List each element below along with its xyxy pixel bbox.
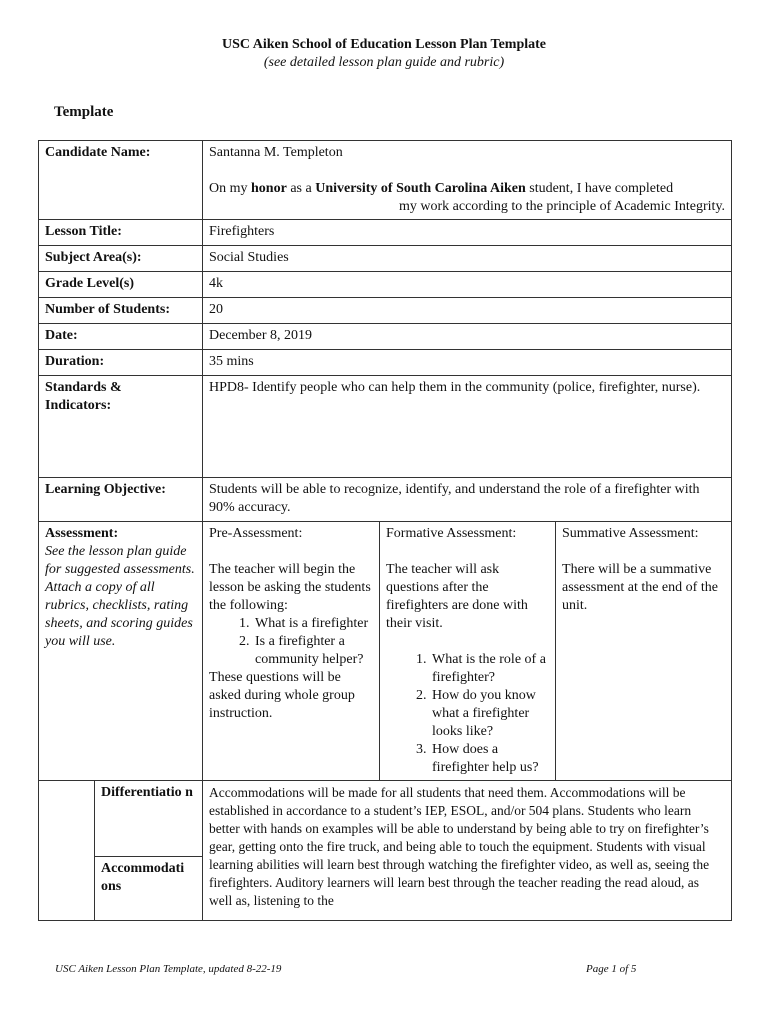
lesson-title-value: Firefighters xyxy=(203,220,732,246)
list-item: 1. What is the role of a firefighter? xyxy=(430,651,549,687)
objective-value: Students will be able to recognize, identify, and understand the role of a firefighter with 90% accuracy. xyxy=(203,478,732,522)
candidate-cell xyxy=(203,141,732,220)
document-title: USC Aiken School of Education Lesson Plan Template xyxy=(221,37,546,52)
differentiation-label: Differentiatio n xyxy=(95,781,203,857)
grade-label: Grade Level(s) xyxy=(39,272,203,298)
row-standards xyxy=(39,376,732,478)
blank-cell xyxy=(39,781,95,921)
row-subject xyxy=(39,246,732,272)
row-students xyxy=(39,298,732,324)
formative-assessment-title: Formative Assessment: xyxy=(386,526,517,541)
list-item: 2. How do you know what a firefighter looks like? xyxy=(430,687,549,741)
row-differentiation xyxy=(39,781,732,857)
row-lesson-title xyxy=(39,220,732,246)
row-grade xyxy=(39,272,732,298)
differentiation-text: Accommodations will be made for all students that need them. Accommodations will be established in accordance to a student’s IEP, ESOL, and/or 504 plans. Students who learn better with hands on examples will be able to understand by being able to try on firefighter’s gear, getting onto the fire truck, and being able to touch the equipment. Students with visual learning abilities will learn best through watching the firefighter video, as well as, seeing the firefighters. Auditory learners will learn best through the teacher reading the read aloud, as well as, listening to the xyxy=(203,781,732,921)
row-candidate xyxy=(39,141,732,220)
footer-template-version: USC Aiken Lesson Plan Template, updated 8-22-19 xyxy=(55,963,282,975)
lesson-title-label: Lesson Title: xyxy=(39,220,203,246)
objective-label: Learning Objective: xyxy=(39,478,203,522)
grade-value: 4k xyxy=(203,272,732,298)
subject-value: Social Studies xyxy=(203,246,732,272)
assessment-label: Assessment: xyxy=(45,526,119,541)
summative-assessment-cell xyxy=(556,522,732,781)
date-label: Date: xyxy=(39,324,203,350)
assessment-label-cell xyxy=(39,522,203,781)
pre-assessment-intro: The teacher will begin the lesson be asking the students the following: xyxy=(209,562,371,613)
formative-assessment-questions xyxy=(386,651,549,777)
row-duration xyxy=(39,350,732,376)
formative-assessment-cell xyxy=(380,522,556,781)
section-label: Template xyxy=(54,104,114,120)
document-subtitle: (see detailed lesson plan guide and rubric) xyxy=(263,55,505,70)
assessment-note: See the lesson plan guide for suggested assessments. Attach a copy of all rubrics, checklists, rating sheets, and scoring guides you will use. xyxy=(45,544,195,649)
accommodations-label: Accommodati ons xyxy=(95,857,203,921)
formative-assessment-intro: The teacher will ask questions after the firefighters are done with their visit. xyxy=(386,562,528,631)
candidate-name: Santanna M. Templeton xyxy=(209,145,343,160)
list-item: 3. How does a firefighter help us? xyxy=(430,741,549,777)
row-assessment xyxy=(39,522,732,781)
standards-value: HPD8- Identify people who can help them in the community (police, firefighter, nurse). xyxy=(203,376,732,478)
summative-assessment-title: Summative Assessment: xyxy=(562,526,699,541)
standards-label: Standards & Indicators: xyxy=(39,376,203,478)
list-item: 2. Is a firefighter a community helper? xyxy=(253,633,373,669)
pre-assessment-outro: These questions will be asked during whole group instruction. xyxy=(209,670,355,721)
row-objective xyxy=(39,478,732,522)
pre-assessment-cell xyxy=(203,522,380,781)
summative-assessment-text: There will be a summative assessment at the end of the unit. xyxy=(562,562,718,613)
honor-statement-line2: my work according to the principle of Academic Integrity. xyxy=(399,199,726,214)
students-label: Number of Students: xyxy=(39,298,203,324)
students-value: 20 xyxy=(203,298,732,324)
candidate-label: Candidate Name: xyxy=(39,141,203,220)
footer-page-number: Page 1 of 5 xyxy=(586,963,637,975)
subject-label: Subject Area(s): xyxy=(39,246,203,272)
row-date xyxy=(39,324,732,350)
honor-statement: On my honor as a University of South Carolina Aiken student, I have completed xyxy=(209,181,674,196)
date-value: December 8, 2019 xyxy=(203,324,732,350)
lesson-plan-table xyxy=(38,140,732,921)
pre-assessment-questions xyxy=(209,615,373,669)
list-item: 1. What is a firefighter xyxy=(253,615,373,633)
duration-value: 35 mins xyxy=(203,350,732,376)
duration-label: Duration: xyxy=(39,350,203,376)
pre-assessment-title: Pre-Assessment: xyxy=(209,526,303,541)
